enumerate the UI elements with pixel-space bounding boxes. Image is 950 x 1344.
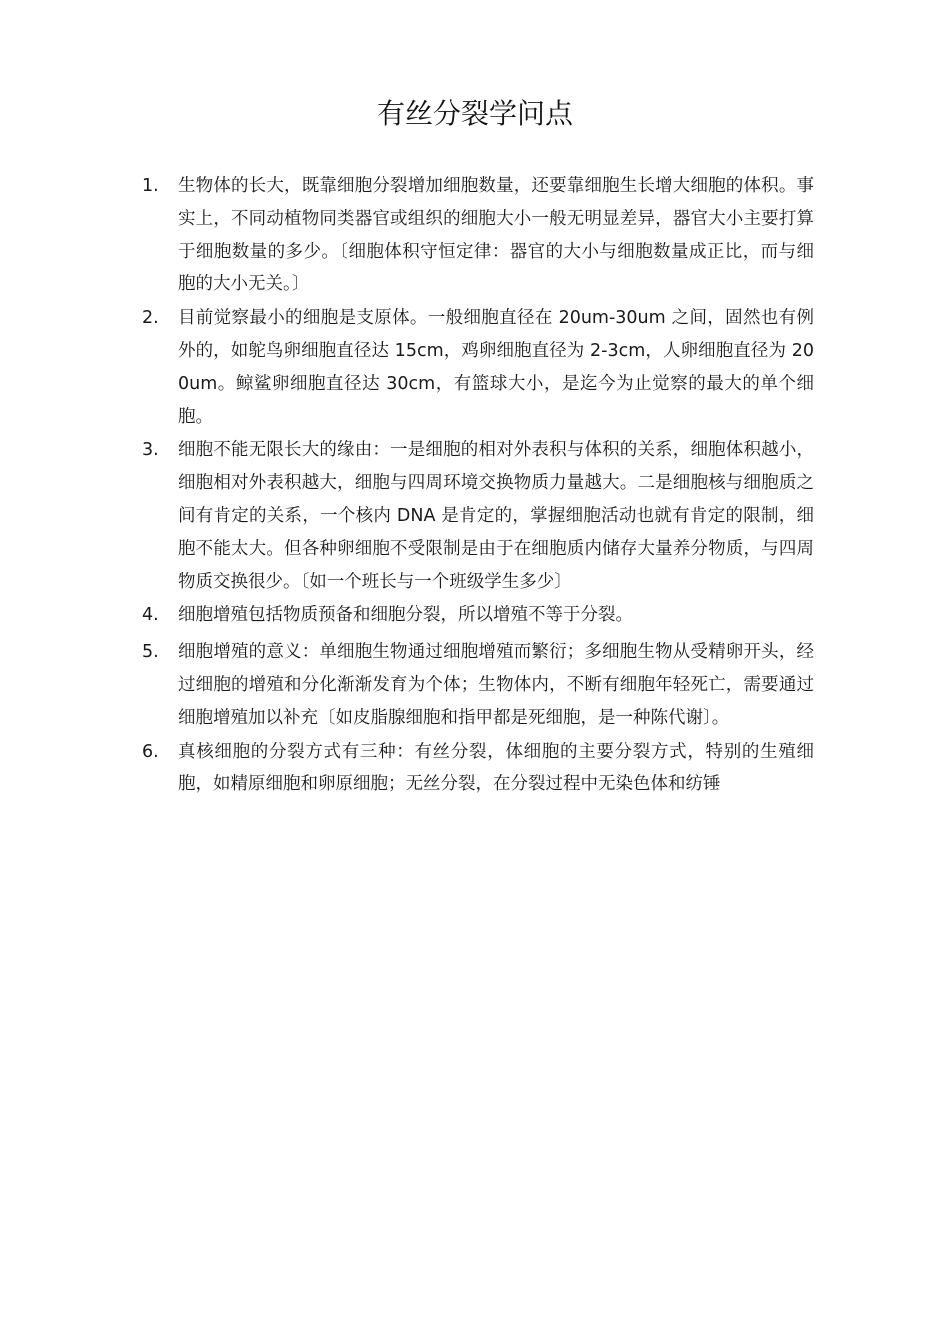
document-title: 有丝分裂学问点 bbox=[376, 97, 573, 130]
list-item bbox=[142, 599, 814, 632]
item-number: 6. bbox=[142, 741, 159, 762]
item-number: 4. bbox=[142, 605, 159, 626]
item-text: 细胞不能无限长大的缘由：一是细胞的相对外表积与体积的关系，细胞体积越小，细胞相对外表积越大，细胞与四周环境交换物质力量越大。二是细胞核与细胞质之间有肯定的关系，一个核内 DNA 是肯定的，掌握细胞活动也就有肯定的限制，细胞不能太大。但各种卵细胞不受限制是由于在细胞质内储存大量养分物质，与四周物质交换很少。〔如一个班长与一个班级学生多少〕 bbox=[178, 440, 814, 592]
item-number: 5. bbox=[142, 642, 159, 663]
item-number: 1. bbox=[142, 176, 159, 196]
knowledge-point-list bbox=[142, 170, 814, 802]
item-text: 真核细胞的分裂方式有三种：有丝分裂，体细胞的主要分裂方式，特别的生殖细胞，如精原细胞和卵原细胞；无丝分裂，在分裂过程中无染色体和纺锤 bbox=[178, 741, 814, 795]
list-item bbox=[142, 636, 814, 734]
item-number: 2. bbox=[142, 308, 159, 329]
item-number: 3. bbox=[142, 440, 159, 461]
list-item bbox=[142, 170, 814, 301]
list-item bbox=[142, 302, 814, 433]
item-text: 细胞增殖包括物质预备和细胞分裂，所以增殖不等于分裂。 bbox=[178, 605, 633, 626]
item-text: 目前觉察最小的细胞是支原体。一般细胞直径在 20um-30um 之间，固然也有例外的，如鸵鸟卵细胞直径达 15cm，鸡卵细胞直径为 2-3cm，人卵细胞直径为 200um。鲸鲨卵细胞直径达 30cm，有篮球大小，是迄今为止觉察的最大的单个细胞。 bbox=[178, 308, 814, 427]
list-item bbox=[142, 434, 814, 598]
item-text: 细胞增殖的意义：单细胞生物通过细胞增殖而繁衍；多细胞生物从受精卵开头，经过细胞的增殖和分化渐渐发育为个体；生物体内，不断有细胞年轻死亡，需要通过细胞增殖加以补充〔如皮脂腺细胞和指甲都是死细胞，是一种陈代谢〕。 bbox=[178, 642, 814, 728]
list-item bbox=[142, 736, 814, 802]
item-text: 生物体的长大，既靠细胞分裂增加细胞数量，还要靠细胞生长增大细胞的体积。事实上，不同动植物同类器官或组织的细胞大小一般无明显差异，器官大小主要打算于细胞数量的多少。〔细胞体积守恒定律：器官的大小与细胞数量成正比，而与细胞的大小无关。〕 bbox=[178, 176, 814, 295]
